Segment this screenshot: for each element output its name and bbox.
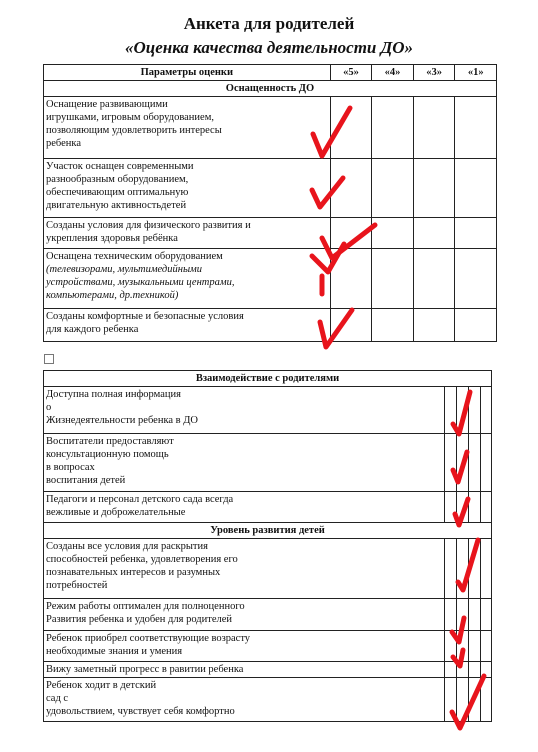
question-row: Вижу заметный прогресс в равитии ребенка — [44, 662, 445, 678]
question-row: Оснащена техническим оборудованием (телевизорами, мультимедийными устройствами, музыкальными центрами, компьютерами, др.техникой) — [44, 249, 331, 309]
answer-cell[interactable] — [330, 249, 372, 309]
answer-cell[interactable] — [457, 678, 469, 722]
table-equipment — [43, 64, 497, 342]
answer-cell[interactable] — [413, 218, 455, 249]
answer-cell[interactable] — [455, 249, 497, 309]
answer-cell[interactable] — [481, 434, 492, 492]
question-row: Оснащение развивающими игрушками, игровым оборудованием, позволяющим удовлетворить интересы ребенка — [44, 97, 331, 159]
answer-cell[interactable] — [469, 631, 481, 662]
form-subtitle: «Оценка качества деятельности ДО» — [124, 38, 414, 57]
answer-cell[interactable] — [481, 678, 492, 722]
section-development: Уровень развития детей — [44, 523, 492, 539]
header-grade-1: «1» — [455, 65, 497, 81]
answer-cell[interactable] — [481, 387, 492, 434]
answer-cell[interactable] — [330, 159, 372, 218]
answer-cell[interactable] — [469, 599, 481, 631]
answer-cell[interactable] — [372, 309, 414, 342]
answer-cell[interactable] — [481, 631, 492, 662]
header-params: Параметры оценки — [44, 65, 331, 81]
answer-cell[interactable] — [372, 159, 414, 218]
header-grade-4: «4» — [372, 65, 414, 81]
form-title: Анкета для родителей — [183, 14, 355, 33]
header-grade-3: «3» — [413, 65, 455, 81]
answer-cell[interactable] — [445, 662, 457, 678]
answer-cell[interactable] — [372, 218, 414, 249]
answer-cell[interactable] — [413, 249, 455, 309]
answer-cell[interactable] — [372, 97, 414, 159]
answer-cell[interactable] — [457, 662, 469, 678]
answer-cell[interactable] — [330, 218, 372, 249]
answer-cell[interactable] — [469, 662, 481, 678]
answer-cell[interactable] — [457, 599, 469, 631]
answer-cell[interactable] — [469, 678, 481, 722]
table-parents-development — [43, 370, 492, 722]
answer-cell[interactable] — [330, 309, 372, 342]
answer-cell[interactable] — [457, 387, 469, 434]
answer-cell[interactable] — [481, 492, 492, 523]
answer-cell[interactable] — [457, 539, 469, 599]
answer-cell[interactable] — [469, 492, 481, 523]
section-parents: Взаимодействие с родителями — [44, 371, 492, 387]
answer-cell[interactable] — [481, 662, 492, 678]
question-row: Созданы условия для физического развития и укрепления здоровья ребёнка — [44, 218, 331, 249]
question-row: Ребенок ходит в детский сад с удовольствием, чувствует себя комфортно — [44, 678, 445, 722]
answer-cell[interactable] — [481, 599, 492, 631]
answer-cell[interactable] — [469, 387, 481, 434]
question-row: Ребенок приобрел соответствующие возрасту необходимые знания и умения — [44, 631, 445, 662]
answer-cell[interactable] — [445, 434, 457, 492]
answer-cell[interactable] — [457, 434, 469, 492]
section-equipment: Оснащенность ДО — [44, 81, 497, 97]
answer-cell[interactable] — [413, 309, 455, 342]
answer-cell[interactable] — [455, 159, 497, 218]
answer-cell[interactable] — [445, 631, 457, 662]
question-row: Созданы комфортные и безопасные условия для каждого ребенка — [44, 309, 331, 342]
empty-checkbox[interactable] — [44, 354, 54, 364]
question-row: Воспитатели предоставляют консультационную помощь в вопросах воспитания детей — [44, 434, 445, 492]
answer-cell[interactable] — [457, 631, 469, 662]
answer-cell[interactable] — [455, 309, 497, 342]
answer-cell[interactable] — [413, 97, 455, 159]
answer-cell[interactable] — [445, 599, 457, 631]
answer-cell[interactable] — [469, 434, 481, 492]
question-row: Педагоги и персонал детского сада всегда вежливые и доброжелательные — [44, 492, 445, 523]
answer-cell[interactable] — [445, 678, 457, 722]
answer-cell[interactable] — [457, 492, 469, 523]
question-row: Режим работы оптимален для полноценного Развития ребенка и удобен для родителей — [44, 599, 445, 631]
answer-cell[interactable] — [455, 97, 497, 159]
answer-cell[interactable] — [455, 218, 497, 249]
answer-cell[interactable] — [481, 539, 492, 599]
question-row: Участок оснащен современными разнообразным оборудованием, обеспечивающим оптимальную двигательную активностьдетей — [44, 159, 331, 218]
header-grade-5: «5» — [330, 65, 372, 81]
answer-cell[interactable] — [445, 539, 457, 599]
answer-cell[interactable] — [445, 492, 457, 523]
answer-cell[interactable] — [372, 249, 414, 309]
answer-cell[interactable] — [469, 539, 481, 599]
answer-cell[interactable] — [445, 387, 457, 434]
answer-cell[interactable] — [330, 97, 372, 159]
question-row: Доступна полная информация о Жизнедеятельности ребенка в ДО — [44, 387, 445, 434]
question-row: Созданы все условия для раскрытия способностей ребенка, удовлетворения его познавательных интересов и разумных потребностей — [44, 539, 445, 599]
answer-cell[interactable] — [413, 159, 455, 218]
